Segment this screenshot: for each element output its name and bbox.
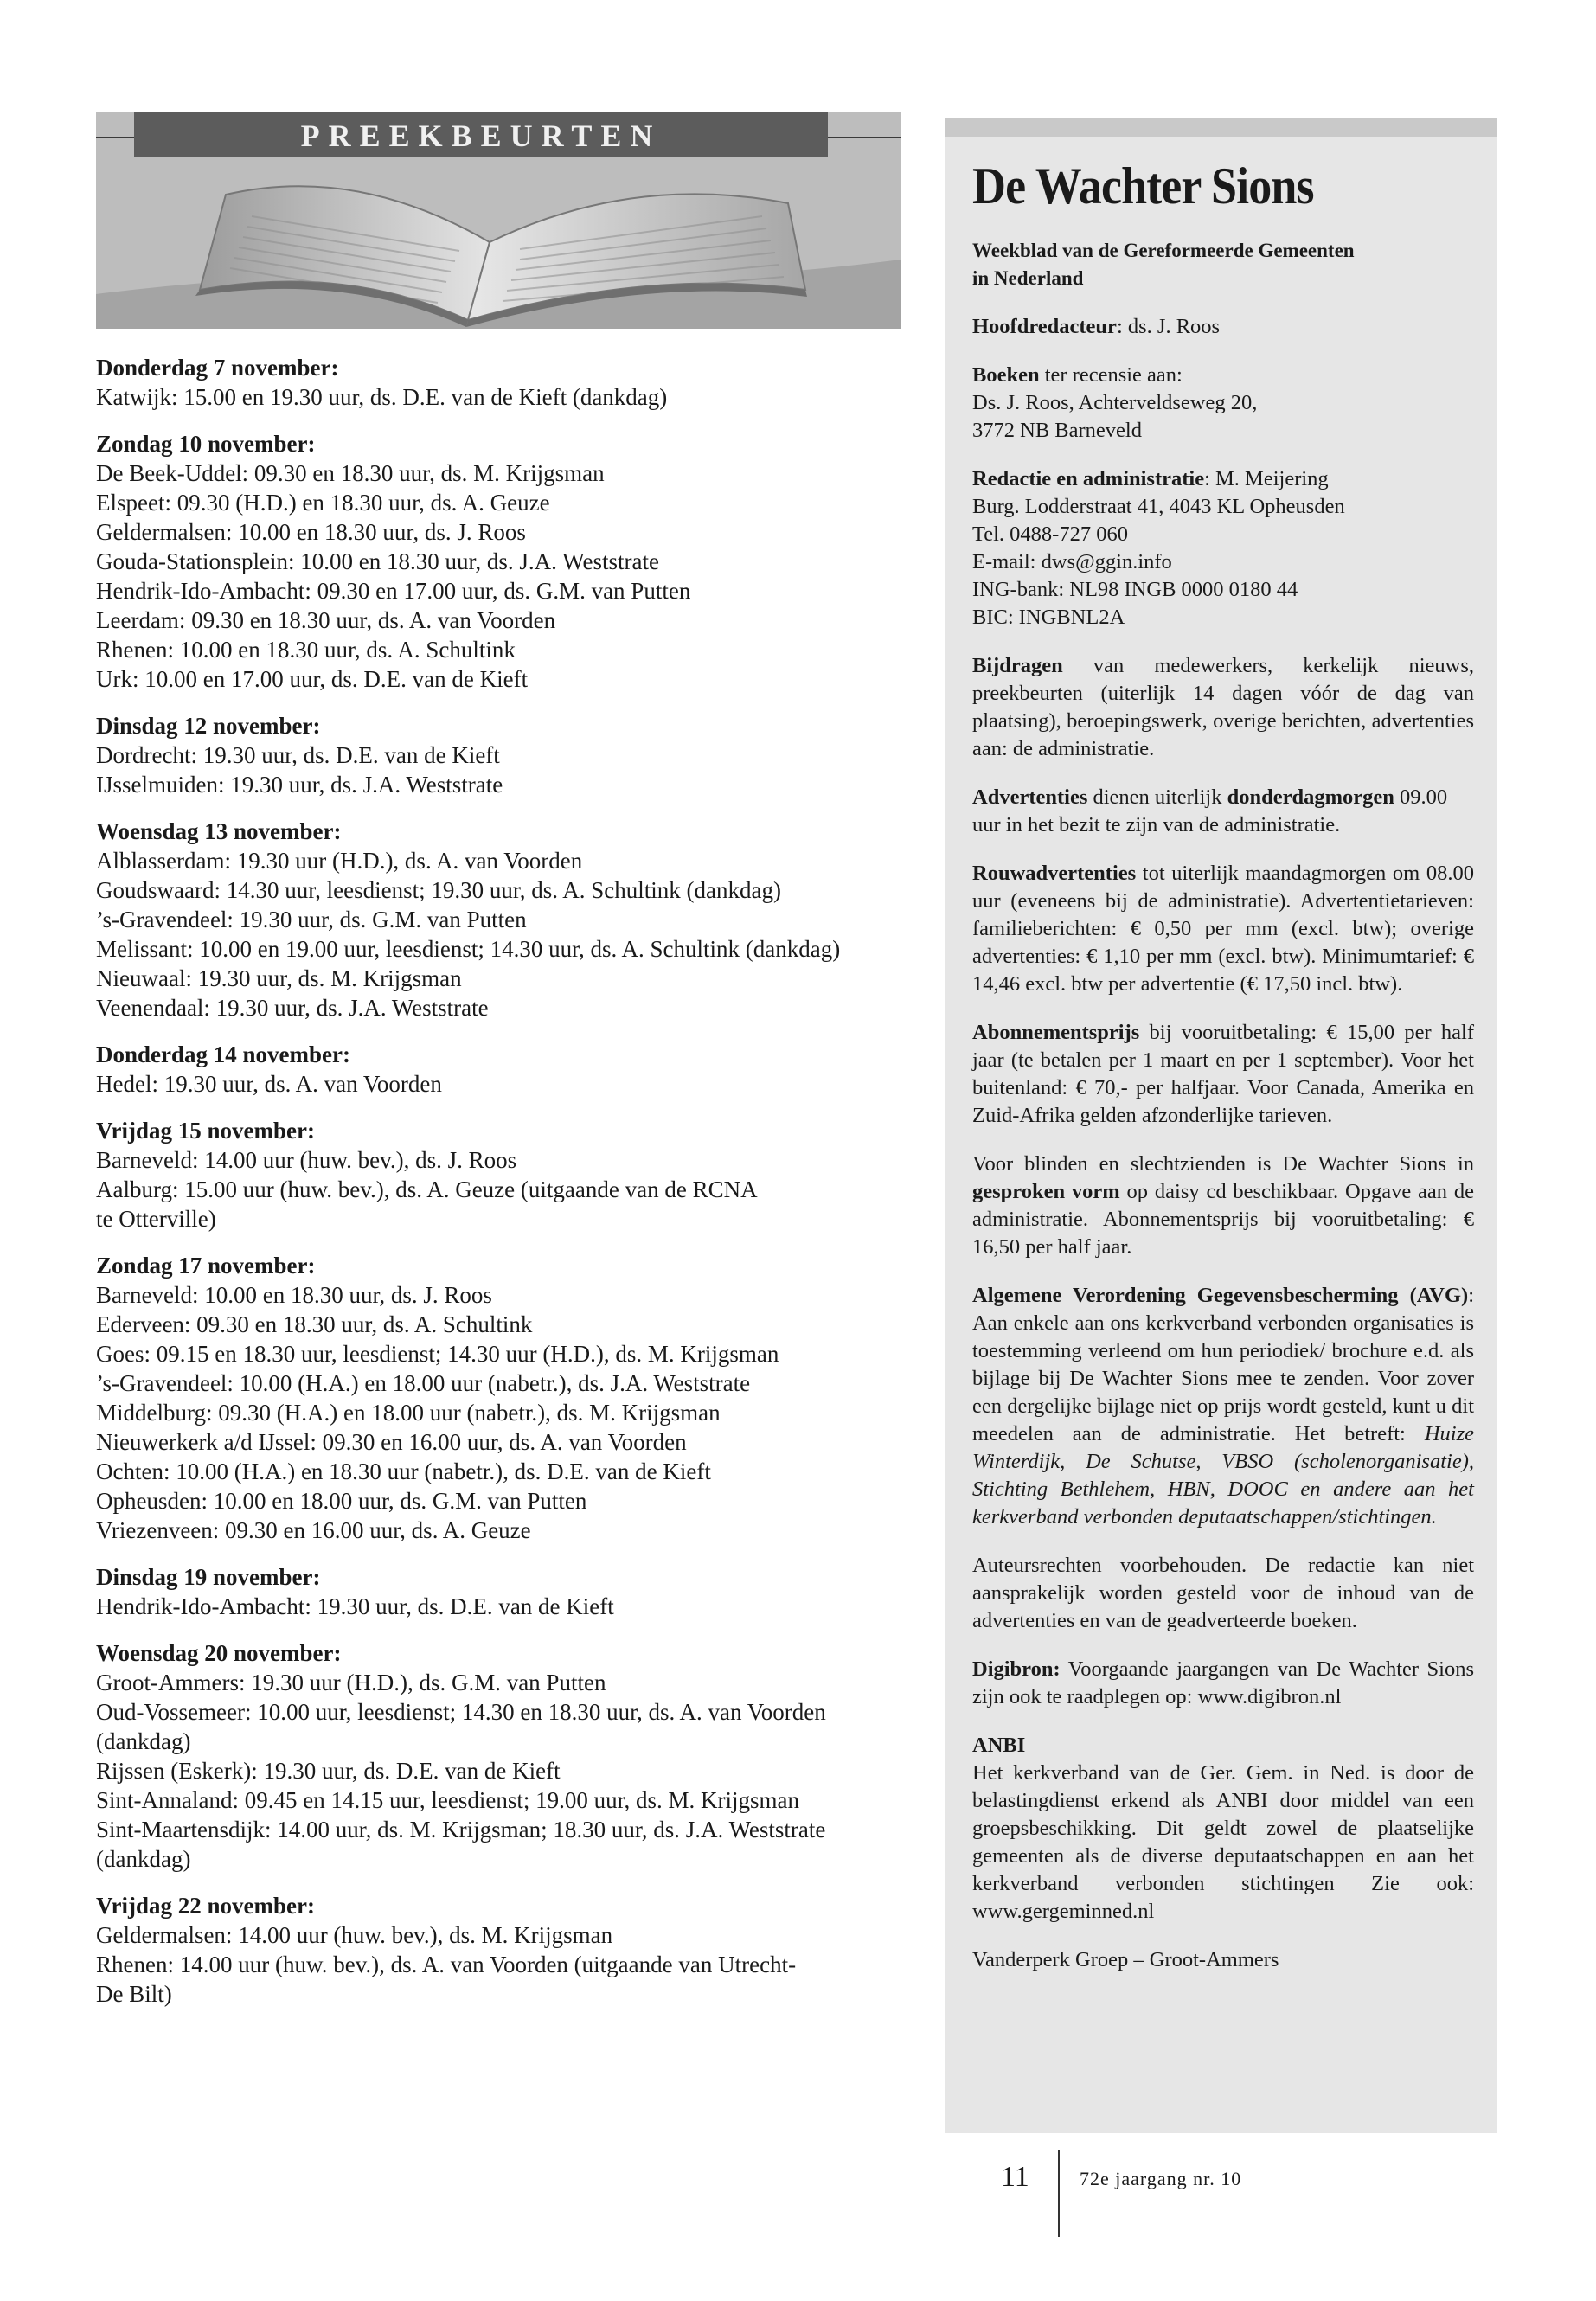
service-line: Oud-Vossemeer: 10.00 uur, leesdienst; 14.30 en 18.30 uur, ds. A. van Voorden xyxy=(96,1699,826,1725)
day-block xyxy=(96,429,901,694)
service-line: Gouda-Stationsplein: 10.00 en 18.30 uur, ds. J.A. Weststrate xyxy=(96,548,659,574)
service-line: Opheusden: 10.00 en 18.00 uur, ds. G.M. van Putten xyxy=(96,1488,587,1514)
day-heading: Dinsdag 19 november: xyxy=(96,1564,321,1590)
service-line: Veenendaal: 19.30 uur, ds. J.A. Weststrate xyxy=(96,995,489,1021)
service-line: Goes: 09.15 en 18.30 uur, leesdienst; 14.30 uur (H.D.), ds. M. Krijgsman xyxy=(96,1341,779,1367)
service-line: Sint-Maartensdijk: 14.00 uur, ds. M. Krijgsman; 18.30 uur, ds. J.A. Weststrate xyxy=(96,1817,826,1843)
service-line: Ederveen: 09.30 en 18.30 uur, ds. A. Schultink xyxy=(96,1311,533,1337)
day-heading: Zondag 17 november: xyxy=(96,1253,316,1279)
ads-deadline: donderdagmorgen xyxy=(1227,785,1394,809)
service-line: IJsselmuiden: 19.30 uur, ds. J.A. Weststrate xyxy=(96,772,503,798)
service-line: Katwijk: 15.00 en 19.30 uur, ds. D.E. van de Kieft (dankdag) xyxy=(96,384,668,410)
day-block xyxy=(96,1116,901,1234)
service-line: Rijssen (Eskerk): 19.30 uur, ds. D.E. van de Kieft xyxy=(96,1758,561,1784)
service-line: Urk: 10.00 en 17.00 uur, ds. D.E. van de Kieft xyxy=(96,666,529,692)
panel-top-bar xyxy=(945,118,1497,137)
day-block xyxy=(96,353,901,412)
advertisements-block xyxy=(972,784,1474,839)
service-line: Ochten: 10.00 (H.A.) en 18.30 uur (nabetr.), ds. D.E. van de Kieft xyxy=(96,1458,711,1484)
avg-text: : Aan enkele aan ons kerkverband verbonden organisaties is toestemming verleend om hun periodiek/ brochure e.d. als bijlage bij De Wachter Sions mee te zenden. Voor zover een dergelijke bijlage niet op prijs wordt gesteld, kunt u dit meedelen aan de administratie. Het betreft: xyxy=(972,1284,1474,1445)
service-line: De Beek-Uddel: 09.30 en 18.30 uur, ds. M. Krijgsman xyxy=(96,460,605,486)
service-line: Vriezenveen: 09.30 en 16.00 uur, ds. A. Geuze xyxy=(96,1517,531,1543)
editor-block xyxy=(972,313,1474,341)
books-address-2: 3772 NB Barneveld xyxy=(972,419,1142,442)
service-line: Barneveld: 14.00 uur (huw. bev.), ds. J. Roos xyxy=(96,1147,517,1173)
day-heading: Woensdag 20 november: xyxy=(96,1640,342,1666)
subscription-label: Abonnementsprijs xyxy=(972,1021,1140,1044)
editor-value: : ds. J. Roos xyxy=(1116,315,1221,338)
service-line: Goudswaard: 14.30 uur, leesdienst; 19.30 uur, ds. A. Schultink (dankdag) xyxy=(96,877,781,903)
service-line: Rhenen: 14.00 uur (huw. bev.), ds. A. van Voorden (uitgaande van Utrecht- xyxy=(96,1952,797,1977)
service-line: (dankdag) xyxy=(96,1846,191,1872)
mourning-label: Rouwadvertenties xyxy=(972,862,1137,885)
left-column xyxy=(96,112,901,2009)
digibron-text: Voorgaande jaargangen van De Wachter Sions zijn ook te raadplegen op: www.digibron.nl xyxy=(972,1657,1474,1708)
audio-text-1: Voor blinden en slechtzienden is De Wachter Sions in xyxy=(972,1152,1474,1176)
day-heading: Zondag 10 november: xyxy=(96,431,316,457)
day-block xyxy=(96,1251,901,1545)
ads-label: Advertenties xyxy=(972,785,1088,809)
admin-bank: ING-bank: NL98 INGB 0000 0180 44 xyxy=(972,578,1298,601)
subscription-block xyxy=(972,1019,1474,1130)
avg-organisations: Huize Winterdijk, De Schutse, VBSO (scholenorganisatie), Stichting Bethlehem, HBN, DOOC en andere aan het kerkverband verbonden deputaatschappen/stichtingen. xyxy=(972,1422,1474,1529)
footer-divider xyxy=(1058,2150,1060,2237)
contrib-text: van medewerkers, kerkelijk nieuws, preekbeurten (uiterlijk 14 dagen vóór de dag van plaatsing), beroepingswerk, overige berichten, advertenties aan: de administratie. xyxy=(972,654,1474,760)
books-text: ter recensie aan: xyxy=(1039,363,1183,387)
section-title: PREEKBEURTEN xyxy=(134,112,828,157)
printer-text: Vanderperk Groep – Groot-Ammers xyxy=(972,1948,1279,1971)
service-line: Dordrecht: 19.30 uur, ds. D.E. van de Kieft xyxy=(96,742,500,768)
admin-label: Redactie en administratie xyxy=(972,467,1205,490)
day-heading: Donderdag 7 november: xyxy=(96,355,339,381)
mourning-text: tot uiterlijk maandagmorgen om 08.00 uur (eveneens bij de administratie). Advertentietarieven: familieberichten: € 0,50 per mm (excl. btw); overige advertenties: € 1,10 per mm (excl. btw). Minimumtarief: € 14,46 excl. btw per advertentie (€ 17,50 incl. btw). xyxy=(972,862,1474,996)
digibron-label: Digibron: xyxy=(972,1657,1061,1681)
admin-bic: BIC: INGBNL2A xyxy=(972,606,1125,629)
ads-text-1: dienen uiterlijk xyxy=(1087,785,1227,809)
service-line: (dankdag) xyxy=(96,1728,191,1754)
service-line: te Otterville) xyxy=(96,1206,216,1232)
day-heading: Vrijdag 22 november: xyxy=(96,1893,315,1919)
magazine-subtitle xyxy=(972,237,1474,292)
volume-info: 72e jaargang nr. 10 xyxy=(1080,2168,1242,2189)
ads-text-2: 09.00 uur in het bezit te zijn van de administratie. xyxy=(972,785,1448,836)
service-line: Alblasserdam: 19.30 uur (H.D.), ds. A. van Voorden xyxy=(96,848,583,874)
mourning-ads-block xyxy=(972,860,1474,998)
audio-edition-block xyxy=(972,1150,1474,1261)
preekbeurten-banner xyxy=(96,112,901,329)
admin-name: : M. Meijering xyxy=(1204,467,1329,490)
day-heading: Dinsdag 12 november: xyxy=(96,713,321,739)
page-number: 11 xyxy=(1001,2161,1029,2193)
admin-address: Burg. Lodderstraat 41, 4043 KL Opheusden xyxy=(972,495,1345,518)
anbi-label: ANBI xyxy=(972,1734,1026,1757)
anbi-text: Het kerkverband van de Ger. Gem. in Ned. is door de belastingdienst erkend als ANBI door middel van een groepsbeschikking. Dit geldt zowel de plaatselijke gemeenten als de diverse deputaatschappen en aan het kerkverband verbonden stichtingen Zie ook: www.gergeminned.nl xyxy=(972,1761,1474,1923)
service-line: De Bilt) xyxy=(96,1981,172,2007)
service-line: Hendrik-Ido-Ambacht: 09.30 en 17.00 uur, ds. G.M. van Putten xyxy=(96,578,691,604)
service-line: Groot-Ammers: 19.30 uur (H.D.), ds. G.M. van Putten xyxy=(96,1670,606,1695)
day-heading: Woensdag 13 november: xyxy=(96,818,342,844)
contributions-block xyxy=(972,652,1474,763)
service-line: Hedel: 19.30 uur, ds. A. van Voorden xyxy=(96,1071,442,1097)
administration-block xyxy=(972,465,1474,631)
printer-block xyxy=(972,1946,1474,1974)
service-line: Nieuwaal: 19.30 uur, ds. M. Krijgsman xyxy=(96,965,462,991)
colophon-panel xyxy=(945,118,1497,2133)
service-line: Aalburg: 15.00 uur (huw. bev.), ds. A. Geuze (uitgaande van de RCNA xyxy=(96,1176,758,1202)
day-block xyxy=(96,1040,901,1099)
audio-format: gesproken vorm xyxy=(972,1180,1120,1203)
subtitle-line-2: in Nederland xyxy=(972,267,1084,289)
copyright-text: Auteursrechten voorbehouden. De redactie kan niet aansprakelijk worden gesteld voor de inhoud van de advertenties en van de geadverteerde boeken. xyxy=(972,1554,1474,1632)
day-heading: Donderdag 14 november: xyxy=(96,1042,350,1067)
service-line: ’s-Gravendeel: 19.30 uur, ds. G.M. van Putten xyxy=(96,907,527,933)
day-block xyxy=(96,711,901,799)
digibron-block xyxy=(972,1656,1474,1711)
preekbeurten-list xyxy=(96,353,901,2009)
admin-phone: Tel. 0488-727 060 xyxy=(972,522,1128,546)
day-block xyxy=(96,1562,901,1621)
service-line: Elspeet: 09.30 (H.D.) en 18.30 uur, ds. A. Geuze xyxy=(96,490,550,516)
editor-label: Hoofdredacteur xyxy=(972,315,1117,338)
service-line: Hendrik-Ido-Ambacht: 19.30 uur, ds. D.E. van de Kieft xyxy=(96,1593,614,1619)
service-line: Sint-Annaland: 09.45 en 14.15 uur, leesdienst; 19.00 uur, ds. M. Krijgsman xyxy=(96,1787,800,1813)
day-block xyxy=(96,1891,901,2009)
service-line: Nieuwerkerk a/d IJssel: 09.30 en 16.00 uur, ds. A. van Voorden xyxy=(96,1429,687,1455)
service-line: Geldermalsen: 14.00 uur (huw. bev.), ds. M. Krijgsman xyxy=(96,1922,613,1948)
service-line: Rhenen: 10.00 en 18.30 uur, ds. A. Schultink xyxy=(96,637,516,663)
day-block xyxy=(96,817,901,1022)
day-block xyxy=(96,1638,901,1874)
service-line: Melissant: 10.00 en 19.00 uur, leesdienst; 14.30 uur, ds. A. Schultink (dankdag) xyxy=(96,936,841,962)
avg-block xyxy=(972,1282,1474,1531)
admin-email: E-mail: dws@ggin.info xyxy=(972,550,1172,574)
service-line: Barneveld: 10.00 en 18.30 uur, ds. J. Roos xyxy=(96,1282,492,1308)
service-line: Middelburg: 09.30 (H.A.) en 18.00 uur (nabetr.), ds. M. Krijgsman xyxy=(96,1400,721,1426)
books-address-1: Ds. J. Roos, Achterveldseweg 20, xyxy=(972,391,1258,414)
service-line: Leerdam: 09.30 en 18.30 uur, ds. A. van Voorden xyxy=(96,607,556,633)
magazine-title: De Wachter Sions xyxy=(972,157,1314,215)
service-line: ’s-Gravendeel: 10.00 (H.A.) en 18.00 uur (nabetr.), ds. J.A. Weststrate xyxy=(96,1370,751,1396)
copyright-block xyxy=(972,1552,1474,1635)
subtitle-line-1: Weekblad van de Gereformeerde Gemeenten xyxy=(972,240,1355,261)
subscription-text: bij vooruitbetaling: € 15,00 per half jaar (te betalen per 1 maart en per 1 september). Voor het buitenland: € 70,- per halfjaar. Voor Canada, Amerika en Zuid-Afrika gelden afzonderlijke tarieven. xyxy=(972,1021,1474,1127)
service-line: Geldermalsen: 10.00 en 18.30 uur, ds. J. Roos xyxy=(96,519,526,545)
anbi-block xyxy=(972,1732,1474,1926)
day-heading: Vrijdag 15 november: xyxy=(96,1118,315,1144)
avg-label: Algemene Verordening Gegevensbescherming (AVG) xyxy=(972,1284,1469,1307)
books-label: Boeken xyxy=(972,363,1040,387)
contrib-label: Bijdragen xyxy=(972,654,1063,677)
audio-text-2: op daisy cd beschikbaar. Opgave aan de administratie. Abonnementsprijs bij vooruitbetaling: € 16,50 per half jaar. xyxy=(972,1180,1474,1259)
books-block xyxy=(972,362,1474,445)
